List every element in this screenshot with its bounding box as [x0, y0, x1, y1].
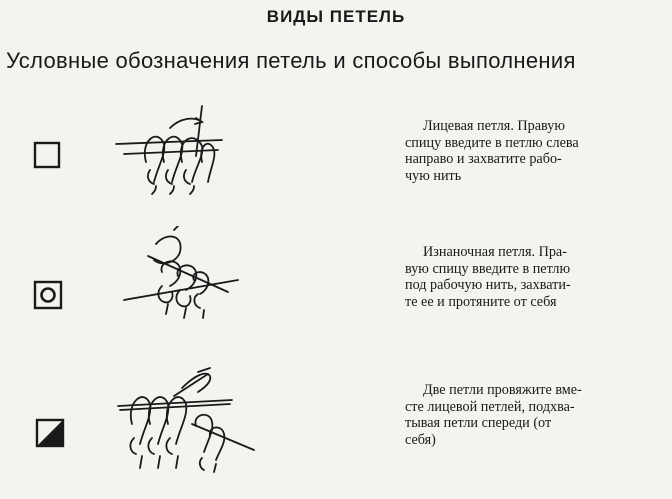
page-subtitle: Условные обозначения петель и способы выполнения: [6, 48, 576, 73]
square-with-circle-symbol-icon: [33, 280, 63, 310]
half-filled-square-symbol-icon: [35, 418, 65, 448]
stitch-description: Лицевая петля. Правую спицу введите в петлю слева направо и захватите рабо- чую нить: [405, 118, 579, 184]
knit-stitch-illustration: [110, 100, 230, 200]
stitch-description: Изнаночная петля. Пра- вую спицу введите в петлю под рабочую нить, захвати- те ее и протяните от себя: [405, 244, 571, 310]
purl-stitch-illustration: [118, 226, 248, 326]
knit-two-together-illustration: [112, 366, 262, 476]
stitch-description: Две петли провяжите вме- сте лицевой петлей, подхва- тывая петли спереди (от себя): [405, 382, 582, 448]
empty-square-symbol-icon: [33, 141, 61, 169]
page-heading: ВИДЫ ПЕТЕЛЬ: [266, 7, 406, 26]
